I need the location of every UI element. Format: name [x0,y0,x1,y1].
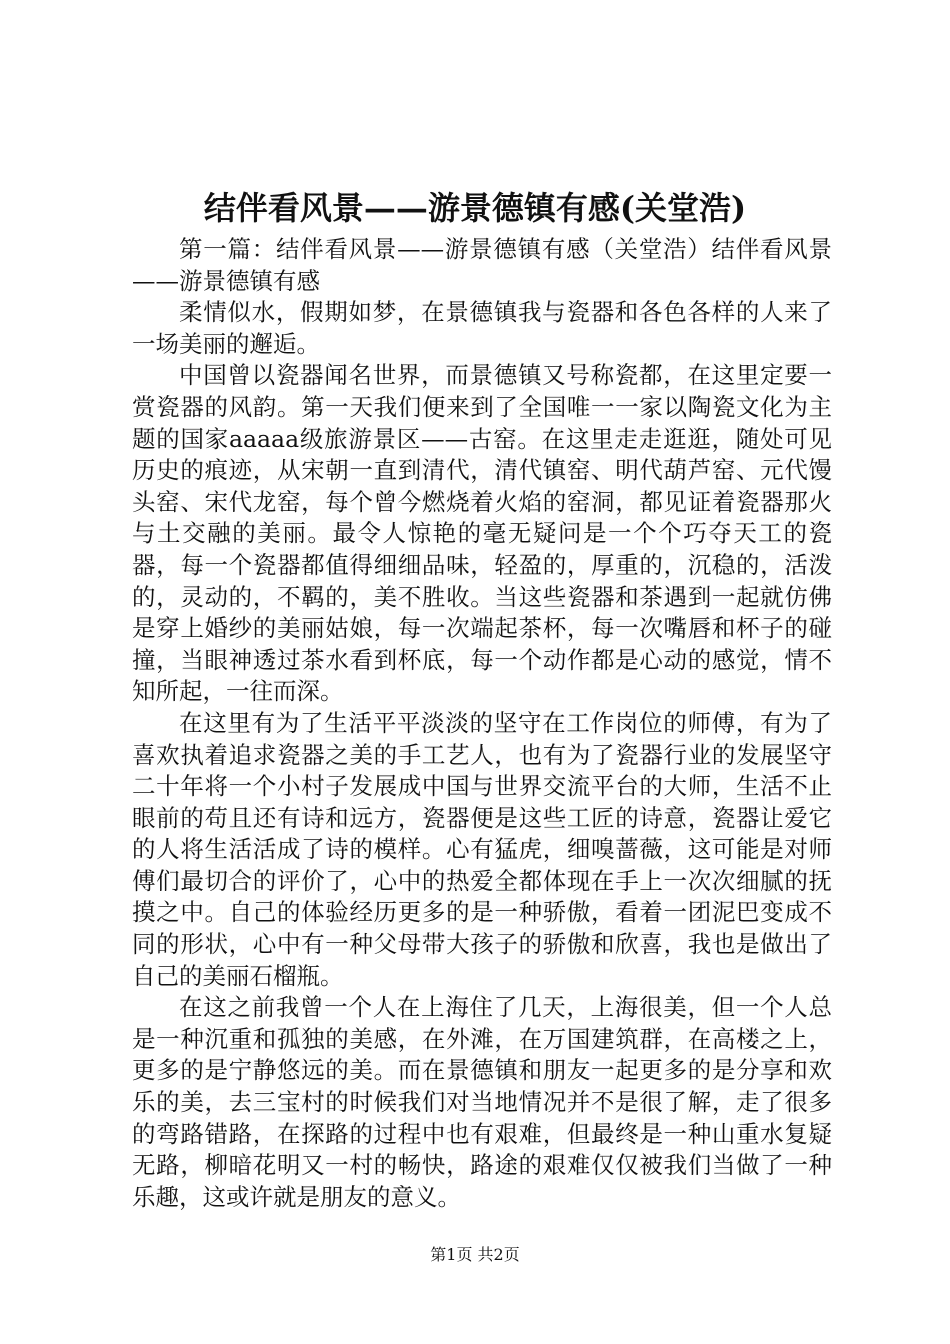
paragraph: 中国曾以瓷器闻名世界，而景德镇又号称瓷都，在这里定要一赏瓷器的风韵。第一天我们便来到了全国唯一一家以陶瓷文化为主题的国家aaaaa级旅游景区——古窑。在这里走走逛逛，随处可见历史的痕迹，从宋朝一直到清代，清代镇窑、明代葫芦窑、元代馒头窑、宋代龙窑，每个曾今燃烧着火焰的窑洞，都见证着瓷器那火与土交融的美丽。最令人惊艳的毫无疑问是一个个巧夺天工的瓷器，每一个瓷器都值得细细品味，轻盈的，厚重的，沉稳的，活泼的，灵动的，不羁的，美不胜收。当这些瓷器和茶遇到一起就仿佛是穿上婚纱的美丽姑娘，每一次端起茶杯，每一次嘴唇和杯子的碰撞，当眼神透过茶水看到杯底，每一个动作都是心动的感觉，情不知所起，一往而深。 [132,361,832,706]
paragraph: 在这之前我曾一个人在上海住了几天，上海很美，但一个人总是一种沉重和孤独的美感，在外滩，在万国建筑群，在高楼之上，更多的是宁静悠远的美。而在景德镇和朋友一起更多的是分享和欢乐的美，去三宝村的时候我们对当地情况并不是很了解，走了很多的弯路错路，在探路的过程中也有艰难，但最终是一种山重水复疑无路，柳暗花明又一村的畅快，路途的艰难仅仅被我们当做了一种乐趣，这或许就是朋友的意义。 [132,993,832,1211]
document-title: 结伴看风景——游景德镇有感(关堂浩) [203,189,747,227]
paragraph: 柔情似水，假期如梦，在景德镇我与瓷器和各色各样的人来了一场美丽的邂逅。 [132,298,832,358]
paragraph: 在这里有为了生活平平淡淡的坚守在工作岗位的师傅，有为了喜欢执着追求瓷器之美的手工艺人，也有为了瓷器行业的发展坚守二十年将一个小村子发展成中国与世界交流平台的大师，生活不止眼前的苟且还有诗和远方，瓷器便是这些工匠的诗意，瓷器让爱它的人将生活活成了诗的模样。心有猛虎，细嗅蔷薇，这可能是对师傅们最切合的评价了，心中的热爱全都体现在手上一次次细腻的抚摸之中。自己的体验经历更多的是一种骄傲，看着一团泥巴变成不同的形状，心中有一种父母带大孩子的骄傲和欣喜，我也是做出了自己的美丽石榴瓶。 [132,708,832,990]
page-footer: 第1页 共2页 [430,1245,520,1264]
document-body [132,234,832,1213]
paragraph: 第一篇：结伴看风景——游景德镇有感（关堂浩）结伴看风景——游景德镇有感 [132,235,832,295]
